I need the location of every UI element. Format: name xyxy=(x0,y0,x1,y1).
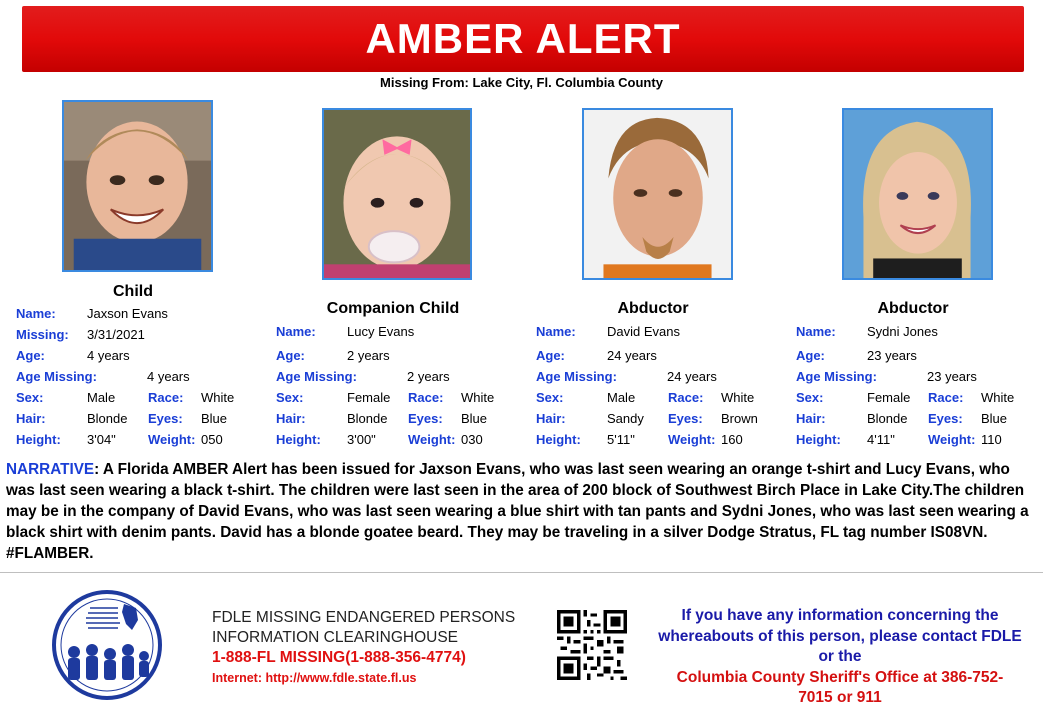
contact-line5: 7015 or 911 xyxy=(798,689,882,706)
eyes-label: Eyes: xyxy=(928,411,963,426)
weight-value: 030 xyxy=(461,432,483,447)
name-value: David Evans xyxy=(607,324,680,339)
missing-label: Missing: xyxy=(16,327,69,342)
name-value: Sydni Jones xyxy=(867,324,938,339)
race-value: White xyxy=(461,390,495,405)
age-label: Age: xyxy=(536,348,565,363)
race-label: Race: xyxy=(928,390,964,405)
height-label: Height: xyxy=(16,432,61,447)
role-abductor-2: Abductor xyxy=(877,300,949,317)
photo-sydni xyxy=(842,108,993,280)
age-label: Age: xyxy=(276,348,305,363)
fdle-line1: FDLE MISSING ENDANGERED PERSONS xyxy=(212,609,516,626)
race-label: Race: xyxy=(148,390,184,405)
eyes-label: Eyes: xyxy=(148,411,183,426)
weight-label: Weight: xyxy=(668,432,716,447)
age-missing-label: Age Missing: xyxy=(536,369,617,384)
hair-value: Blonde xyxy=(87,411,128,426)
photo-david xyxy=(582,108,733,280)
amber-alert-banner xyxy=(22,6,1024,72)
height-value: 3'00" xyxy=(347,432,376,447)
role-abductor-1: Abductor xyxy=(617,300,689,317)
sex-label: Sex: xyxy=(276,390,304,405)
height-value: 3'04" xyxy=(87,432,116,447)
name-label: Name: xyxy=(16,306,56,321)
race-value: White xyxy=(981,390,1015,405)
race-value: White xyxy=(721,390,755,405)
contact-line2: whereabouts of this person, please contact FDLE xyxy=(658,627,1022,645)
name-value: Lucy Evans xyxy=(347,324,415,339)
missing-from-location: Missing From: Lake City, Fl. Columbia County xyxy=(380,75,663,90)
age-missing-label: Age Missing: xyxy=(276,369,357,384)
contact-info xyxy=(640,606,1040,708)
sex-label: Sex: xyxy=(16,390,44,405)
hair-label: Hair: xyxy=(536,411,566,426)
sex-value: Male xyxy=(87,390,116,405)
hair-label: Hair: xyxy=(16,411,46,426)
hair-value: Sandy xyxy=(607,411,644,426)
narrative xyxy=(6,459,1036,564)
age-label: Age: xyxy=(796,348,825,363)
weight-value: 050 xyxy=(201,432,223,447)
weight-label: Weight: xyxy=(408,432,456,447)
hair-label: Hair: xyxy=(276,411,306,426)
weight-label: Weight: xyxy=(148,432,196,447)
hair-label: Hair: xyxy=(796,411,826,426)
age-missing-label: Age Missing: xyxy=(796,369,877,384)
qr-code-icon[interactable] xyxy=(557,610,627,680)
weight-label: Weight: xyxy=(928,432,976,447)
eyes-value: Blue xyxy=(461,411,488,426)
height-value: 4'11" xyxy=(867,432,895,447)
role-child: Child xyxy=(113,283,153,300)
fdle-phone[interactable]: 1-888-FL MISSING(1-888-356-4774) xyxy=(212,649,466,666)
height-label: Height: xyxy=(796,432,841,447)
contact-line4: Columbia County Sheriff's Office at 386-752- xyxy=(676,668,1004,686)
fdle-line2: INFORMATION CLEARINGHOUSE xyxy=(212,629,459,646)
age-label: Age: xyxy=(16,348,45,363)
age-value: 4 years xyxy=(87,348,130,363)
age-missing-value: 23 years xyxy=(927,369,977,384)
sex-label: Sex: xyxy=(796,390,824,405)
role-companion-child: Companion Child xyxy=(326,300,460,317)
height-value: 5'11" xyxy=(607,432,635,447)
name-label: Name: xyxy=(536,324,576,339)
sex-value: Female xyxy=(347,390,391,405)
age-missing-value: 24 years xyxy=(667,369,717,384)
contact-line1: If you have any information concerning the xyxy=(681,607,999,624)
fdle-internet-link[interactable]: Internet: http://www.fdle.state.fl.us xyxy=(212,671,417,685)
alert-title: AMBER ALERT xyxy=(365,15,681,62)
name-label: Name: xyxy=(796,324,836,339)
footer-divider xyxy=(0,572,1043,573)
contact-line3: or the xyxy=(818,648,862,665)
narrative-label: NARRATIVE xyxy=(6,461,95,478)
sex-label: Sex: xyxy=(536,390,564,405)
age-missing-value: 2 years xyxy=(407,369,450,384)
name-value: Jaxson Evans xyxy=(87,306,168,321)
eyes-value: Blue xyxy=(201,411,228,426)
age-missing-label: Age Missing: xyxy=(16,369,97,384)
hair-value: Blonde xyxy=(347,411,388,426)
age-value: 24 years xyxy=(607,348,657,363)
eyes-label: Eyes: xyxy=(408,411,443,426)
age-missing-value: 4 years xyxy=(147,369,190,384)
age-value: 2 years xyxy=(347,348,390,363)
sex-value: Male xyxy=(607,390,636,405)
eyes-label: Eyes: xyxy=(668,411,703,426)
race-label: Race: xyxy=(408,390,444,405)
eyes-value: Blue xyxy=(981,411,1008,426)
race-value: White xyxy=(201,390,235,405)
photo-jaxson xyxy=(62,100,213,272)
name-label: Name: xyxy=(276,324,316,339)
fdle-info xyxy=(212,608,515,688)
age-value: 23 years xyxy=(867,348,917,363)
hair-value: Blonde xyxy=(867,411,908,426)
sex-value: Female xyxy=(867,390,911,405)
eyes-value: Brown xyxy=(721,411,758,426)
missing-date-value: 3/31/2021 xyxy=(87,327,145,342)
height-label: Height: xyxy=(276,432,321,447)
weight-value: 160 xyxy=(721,432,743,447)
race-label: Race: xyxy=(668,390,704,405)
fdle-clearinghouse-logo-icon xyxy=(52,590,162,700)
height-label: Height: xyxy=(536,432,581,447)
weight-value: 110 xyxy=(981,432,1002,447)
narrative-text: : A Florida AMBER Alert has been issued for Jaxson Evans, who was last seen wearing an orange t-shirt and Lucy Evans, who was last seen wearing a black t-shirt. The children were last seen in the area of 200 block of Southwest Birch Place in Lake City.The children may be in the company of David Evans, who was last seen wearing a blue shirt with tan pants and Sydni Jones, who was last seen wearing a black shirt with denim pants. David has a blonde goatee beard. They may be traveling in a silver Dodge Stratus, FL tag number IS08VN. #FLAMBER. xyxy=(6,461,1029,562)
photo-lucy xyxy=(322,108,472,280)
